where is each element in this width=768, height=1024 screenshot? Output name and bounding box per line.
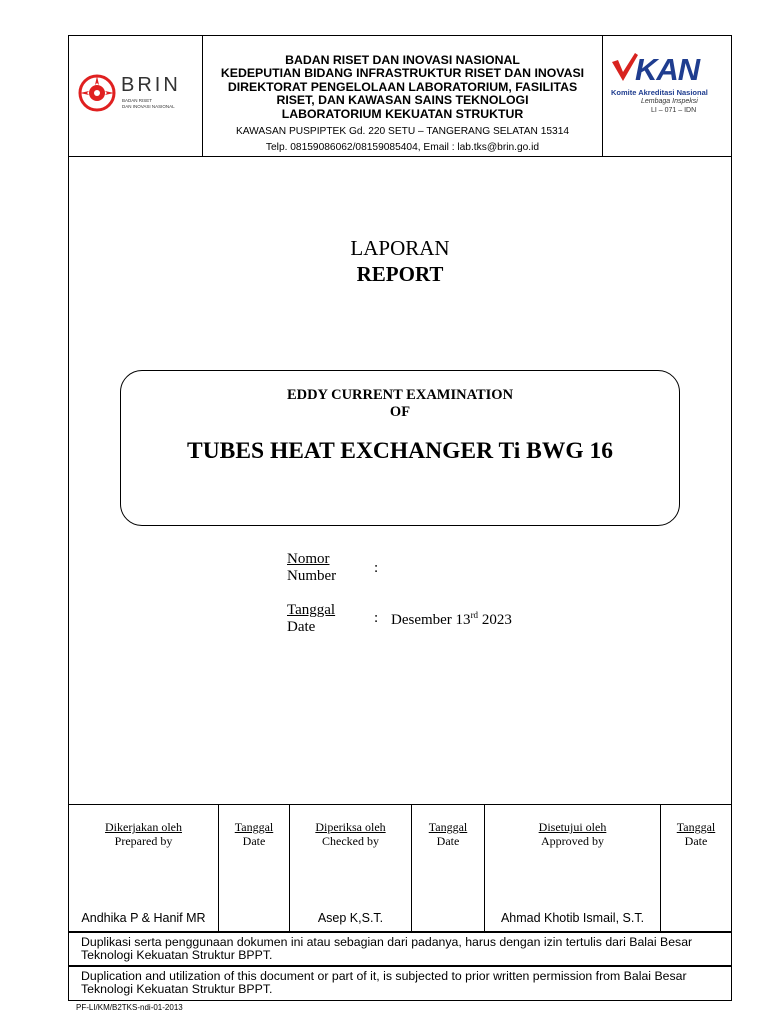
brin-emblem-icon [77, 71, 117, 115]
checked-by-heading [290, 821, 411, 848]
prepared-by-label-id: Dikerjakan oleh [105, 820, 182, 834]
signature-column-prepared [69, 805, 219, 931]
exam-line-1: EDDY CURRENT EXAMINATION [286, 387, 514, 403]
prepared-date-label-en: Date [242, 833, 266, 848]
number-label: Number [287, 568, 337, 584]
approved-date-label-id: Tanggal [676, 820, 716, 834]
org-line-3: DIREKTORAT PENGELOLAAN LABORATORIUM, FASILITAS [227, 79, 578, 94]
org-address: KAWASAN PUSPIPTEK Gd. 220 SETU – TANGERANG SELATAN 15314 [235, 126, 570, 138]
signature-column-approved [485, 805, 661, 931]
brin-logo-sub2: DAN INOVASI NASIONAL [122, 104, 175, 109]
disclaimer-english: Duplication and utilization of this document or part of it, is subjected to prior written permission from Balai Besar Teknologi Kekuatan Struktur BPPT. [68, 966, 732, 1001]
date-value [391, 610, 512, 629]
brin-logo-cell [69, 36, 203, 156]
form-code: PF-LI/KM/B2TKS-ndi-01-2013 [76, 1003, 183, 1012]
org-line-2: KEDEPUTIAN BIDANG INFRASTRUKTUR RISET DAN INOVASI [220, 66, 585, 81]
date-label: Date [287, 619, 316, 635]
date-label-block [287, 602, 335, 636]
exam-subject-title: TUBES HEAT EXCHANGER Ti BWG 16 [187, 438, 613, 464]
disclaimer-indonesian: Duplikasi serta penggunaan dokumen ini atau sebagian dari padanya, harus dengan izin tertulis dari Balai Besar Teknologi Kekuatan Struktur BPPT. [68, 932, 732, 966]
approved-by-label-id: Disetujui oleh [538, 820, 607, 834]
date-value-main: Desember 13 [391, 612, 471, 628]
kan-logo-text: KAN [635, 52, 700, 87]
org-contact: Telp. 08159086062/08159085404, Email : lab.tks@brin.go.id [265, 142, 540, 154]
kan-subtitle: Komite Akreditasi Nasional [611, 88, 708, 97]
kan-logo-cell [603, 36, 731, 156]
org-line-5: LABORATORIUM KEKUATAN STRUKTUR [281, 106, 524, 121]
approved-date-heading [661, 821, 731, 848]
prepared-date-label-id: Tanggal [234, 820, 274, 834]
signature-column-approved-date [661, 805, 731, 931]
kan-type: Lembaga Inspeksi [641, 98, 698, 105]
signature-column-checked-date [412, 805, 485, 931]
signature-column-prepared-date [219, 805, 290, 931]
number-label-block [287, 551, 336, 585]
checked-by-label-en: Checked by [322, 833, 379, 848]
number-colon: : [374, 560, 379, 576]
prepared-date-heading [219, 821, 289, 848]
signature-table [68, 804, 732, 932]
date-value-suffix: rd [470, 610, 479, 620]
org-line-4: RISET, DAN KAWASAN SAINS TEKNOLOGI [276, 93, 529, 108]
prepared-by-name: Andhika P & Hanif MR [81, 911, 206, 925]
approved-date-label-en: Date [684, 833, 708, 848]
header-org-info [203, 36, 603, 156]
prepared-by-label-en: Prepared by [114, 833, 173, 848]
date-value-year: 2023 [478, 612, 512, 628]
tanggal-label: Tanggal [287, 602, 336, 618]
laporan-title: LAPORAN [350, 236, 450, 260]
checked-by-name: Asep K,S.T. [317, 911, 384, 925]
checked-date-label-id: Tanggal [428, 820, 468, 834]
document-header [68, 35, 732, 157]
brin-logo-sub1: BADAN RISET [122, 98, 153, 103]
checked-by-label-id: Diperiksa oleh [315, 820, 386, 834]
date-colon: : [374, 610, 379, 626]
org-line-1: BADAN RISET DAN INOVASI NASIONAL [285, 53, 520, 67]
nomor-label: Nomor [287, 551, 330, 567]
approved-by-label-en: Approved by [541, 833, 604, 848]
approved-by-name: Ahmad Khotib Ismail, S.T. [500, 911, 645, 925]
kan-number: LI – 071 – IDN [651, 107, 697, 114]
report-title: REPORT [356, 262, 444, 286]
checked-date-heading [412, 821, 484, 848]
exam-line-2: OF [389, 404, 411, 420]
prepared-by-heading [69, 821, 218, 848]
checked-date-label-en: Date [436, 833, 460, 848]
examination-box [120, 370, 680, 526]
approved-by-heading [485, 821, 660, 848]
signature-column-checked [290, 805, 412, 931]
brin-logo-text: BRIN [121, 74, 181, 96]
